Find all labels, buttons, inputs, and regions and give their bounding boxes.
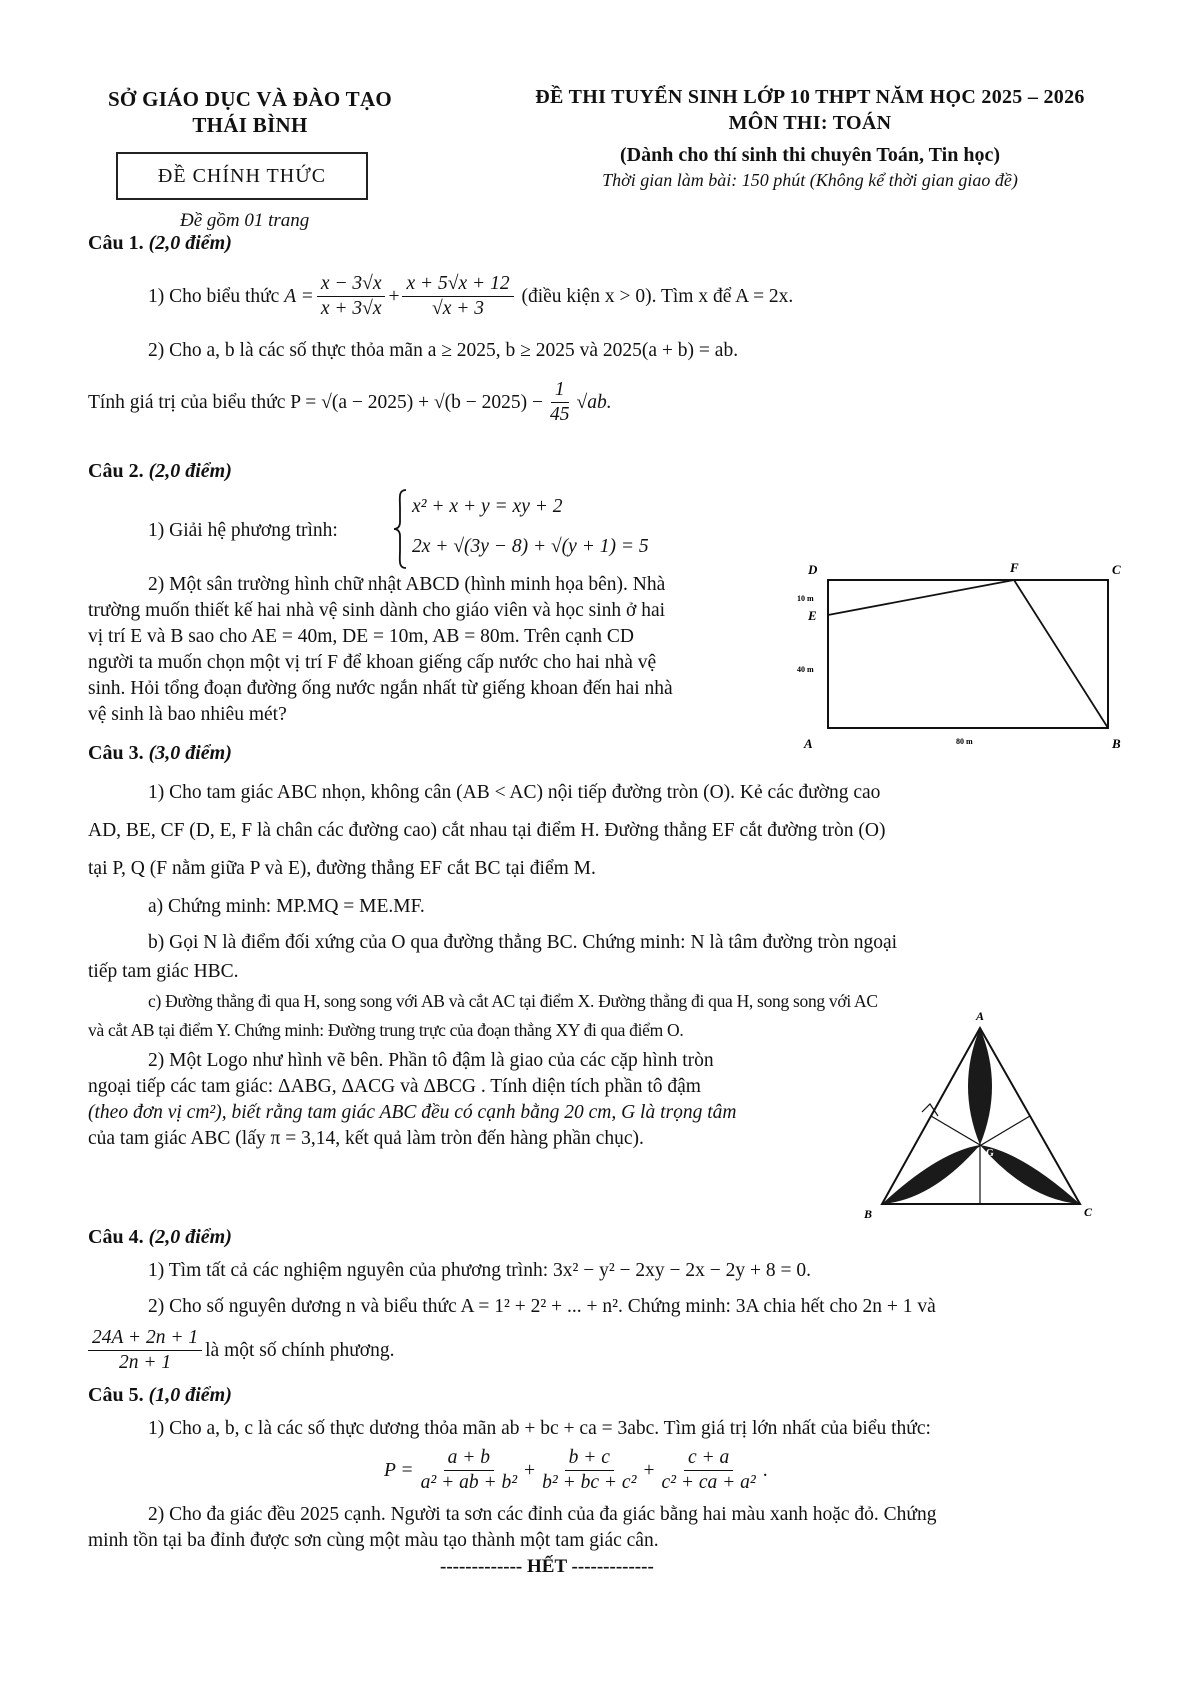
q1-p1-prefix: 1) Cho biểu thức — [148, 285, 280, 307]
time-limit: Thời gian làm bài: 150 phút (Không kể thời gian giao đề) — [602, 170, 1018, 190]
q1-f2-num: x + 5√x + 12 — [402, 272, 513, 297]
q3-line: tiếp tam giác HBC. — [88, 961, 239, 982]
q3-p2-line: 2) Một Logo như hình vẽ bên. Phần tô đậm là giao của các cặp hình tròn — [148, 1050, 714, 1071]
q5-f1-den: a² + ab + b² — [420, 1472, 518, 1493]
q1-heading — [88, 232, 232, 255]
label-de-length: 10 m — [797, 594, 814, 603]
q4-points: (2,0 điểm) — [148, 1226, 232, 1248]
q2-points: (2,0 điểm) — [148, 460, 232, 482]
schoolyard-figure — [796, 560, 1126, 750]
q5-fraction-1 — [417, 1446, 522, 1495]
q3-line: a) Chứng minh: MP.MQ = ME.MF. — [148, 896, 425, 917]
q3-line: c) Đường thẳng đi qua H, song song với AB và cắt AC tại điểm X. Đường thẳng đi qua H, song song với AC — [148, 991, 878, 1011]
label-ab-length: 80 m — [956, 737, 973, 746]
q3-line: AD, BE, CF (D, E, F là chân các đường cao) cắt nhau tại điểm H. Đường thẳng EF cắt đường tròn (O) — [88, 820, 886, 841]
page-count: Đề gồm 01 trang — [180, 210, 310, 231]
q5-f1-num: a + b — [444, 1446, 494, 1471]
q4-heading — [88, 1226, 232, 1249]
label-a: A — [804, 736, 813, 750]
q5-f3-den: c² + ca + a² — [661, 1472, 756, 1493]
q4-p2-suffix: là một số chính phương. — [205, 1339, 395, 1361]
province: THÁI BÌNH — [192, 113, 308, 137]
q1-p1-suffix: (điều kiện x > 0). Tìm x để A = 2x. — [521, 285, 794, 307]
q4-part1: 1) Tìm tất cả các nghiệm nguyên của phương trình: 3x² − y² − 2xy − 2x − 2y + 8 = 0. — [148, 1260, 812, 1281]
q2-part2 — [88, 572, 788, 728]
label-f: F — [1010, 560, 1019, 575]
q1-part2: 2) Cho a, b là các số thực thỏa mãn a ≥ 2025, b ≥ 2025 và 2025(a + b) = ab. — [148, 340, 739, 361]
q3-part2 — [88, 1048, 848, 1152]
q1-part1 — [148, 272, 793, 321]
q1-title: Câu 1. — [88, 232, 144, 254]
petal-right — [980, 1145, 1080, 1204]
system-brace — [392, 488, 408, 570]
q4-f-num: 24A + 2n + 1 — [88, 1326, 202, 1351]
logo-label-c: C — [1084, 1205, 1093, 1219]
q3-line: 1) Cho tam giác ABC nhọn, không cân (AB < AC) nội tiếp đường tròn (O). Kẻ các đường cao — [148, 782, 881, 803]
audience: (Dành cho thí sinh thi chuyên Toán, Tin học) — [620, 144, 1000, 166]
q2-eq1: x² + x + y = xy + 2 — [412, 496, 563, 517]
q2-p2-line: vị trí E và B sao cho AE = 40m, DE = 10m, AB = 80m. Trên cạnh CD — [88, 626, 634, 647]
department: SỞ GIÁO DỤC VÀ ĐÀO TẠO — [107, 87, 393, 111]
header-left — [80, 86, 420, 138]
q5-heading — [88, 1384, 232, 1407]
petal-left — [882, 1145, 980, 1204]
q5-p2-line: 2) Cho đa giác đều 2025 cạnh. Người ta sơn các đỉnh của đa giác bằng hai màu xanh hoặc đỏ. Chứng — [148, 1504, 937, 1525]
q2-p2-line: trường muốn thiết kế hai nhà vệ sinh dành cho giáo viên và học sinh ở hai — [88, 600, 666, 621]
q1-A: A = — [284, 285, 314, 307]
q5-points: (1,0 điểm) — [148, 1384, 232, 1406]
q5-plus-2: + — [643, 1459, 655, 1481]
q1-f1-den: x + 3√x — [320, 298, 382, 319]
logo-figure — [852, 1004, 1122, 1224]
label-b: B — [1112, 736, 1121, 750]
q2-p2-line: vệ sinh là bao nhiêu mét? — [88, 704, 287, 725]
label-e: E — [808, 608, 817, 623]
q2-p2-line: người ta muốn chọn một vị trí F để khoan giếng cấp nước cho hai nhà vệ — [88, 652, 657, 673]
petal-top — [968, 1028, 992, 1145]
label-ae-length: 40 m — [797, 665, 814, 674]
q3-line: tại P, Q (F nằm giữa P và E), đường thẳng EF cắt BC tại điểm M. — [88, 858, 596, 879]
subject: MÔN THI: TOÁN — [728, 112, 892, 134]
q4-part2b — [88, 1326, 394, 1375]
q1-f2-den: √x + 3 — [432, 298, 485, 319]
rect-abcd — [828, 580, 1108, 728]
q1-f3-den: 45 — [550, 404, 570, 425]
segment-fb — [1014, 580, 1108, 728]
q5-part2 — [88, 1502, 1128, 1554]
q3-points: (3,0 điểm) — [148, 742, 232, 764]
q1-f1-num: x − 3√x — [317, 272, 386, 297]
q5-plus-1: + — [524, 1459, 536, 1481]
q5-p2-line: minh tồn tại ba đỉnh được sơn cùng một màu tạo thành một tam giác cân. — [88, 1530, 659, 1551]
q5-expression — [384, 1446, 768, 1495]
q3-p2-line: (theo đơn vị cm²), biết rằng tam giác ABC đều có cạnh bằng 20 cm, G là trọng tâm — [88, 1102, 737, 1123]
q2-p2-line: 2) Một sân trường hình chữ nhật ABCD (hình minh họa bên). Nhà — [148, 574, 666, 595]
q2-p2-line: sinh. Hỏi tổng đoạn đường ống nước ngắn nhất từ giếng khoan đến hai nhà — [88, 678, 673, 699]
q5-title: Câu 5. — [88, 1384, 144, 1406]
q1-f3-num: 1 — [551, 378, 569, 403]
q1-p2b-suffix: √ab. — [576, 391, 612, 413]
q5-fraction-2 — [538, 1446, 640, 1495]
header-right — [470, 84, 1150, 192]
official-stamp: ĐỀ CHÍNH THỨC — [116, 152, 368, 200]
q1-points: (2,0 điểm) — [148, 232, 232, 254]
q5-f3-num: c + a — [684, 1446, 733, 1471]
exam-title: ĐỀ THI TUYỂN SINH LỚP 10 THPT NĂM HỌC 2025 – 2026 — [535, 86, 1085, 108]
segment-ef — [828, 580, 1014, 615]
q5-P: P = — [384, 1459, 414, 1481]
logo-label-b: B — [864, 1207, 873, 1221]
label-d: D — [808, 562, 818, 577]
q1-fraction-1 — [317, 272, 386, 321]
q4-part2: 2) Cho số nguyên dương n và biểu thức A = 1² + 2² + ... + n². Chứng minh: 3A chia hết cho 2n + 1 và — [148, 1296, 936, 1317]
logo-label-g: G — [986, 1148, 994, 1159]
q3-p2-line: ngoại tiếp các tam giác: ΔABG, ΔACG và ΔBCG . Tính diện tích phần tô đậm — [88, 1076, 701, 1097]
q2-heading — [88, 460, 232, 483]
q1-fraction-3 — [546, 378, 574, 427]
q5-fraction-3 — [657, 1446, 759, 1495]
label-c: C — [1112, 562, 1121, 577]
q3-line: b) Gọi N là điểm đối xứng của O qua đường thẳng BC. Chứng minh: N là tâm đường tròn ngoại — [148, 932, 898, 953]
q4-f-den: 2n + 1 — [118, 1352, 172, 1373]
q3-part1 — [88, 774, 1128, 1042]
q3-p2-line: của tam giác ABC (lấy π = 3,14, kết quả làm tròn đến hàng phần chục). — [88, 1128, 644, 1149]
q5-dot: . — [762, 1459, 768, 1481]
q1-plus: + — [388, 285, 400, 307]
q5-part1: 1) Cho a, b, c là các số thực dương thỏa mãn ab + bc + ca = 3abc. Tìm giá trị lớn nhất của biểu thức: — [148, 1418, 931, 1439]
q3-heading — [88, 742, 232, 765]
q5-f2-den: b² + bc + c² — [542, 1472, 637, 1493]
q5-f2-num: b + c — [565, 1446, 614, 1471]
q1-fraction-2 — [402, 272, 513, 321]
q2-eq2: 2x + √(3y − 8) + √(y + 1) = 5 — [412, 536, 649, 557]
end-marker: ------------- HẾT ------------- — [440, 1556, 654, 1577]
q2-title: Câu 2. — [88, 460, 144, 482]
q3-line: và cắt AB tại điểm Y. Chứng minh: Đường trung trực của đoạn thẳng XY đi qua điểm O. — [88, 1020, 684, 1040]
q1-part2b — [88, 378, 612, 427]
q3-title: Câu 3. — [88, 742, 144, 764]
q1-p2b-prefix: Tính giá trị của biểu thức P = √(a − 2025) + √(b − 2025) − — [88, 391, 544, 413]
q4-fraction — [88, 1326, 202, 1375]
q4-title: Câu 4. — [88, 1226, 144, 1248]
q2-p1-prefix: 1) Giải hệ phương trình: — [148, 520, 338, 541]
logo-label-a: A — [976, 1009, 985, 1023]
